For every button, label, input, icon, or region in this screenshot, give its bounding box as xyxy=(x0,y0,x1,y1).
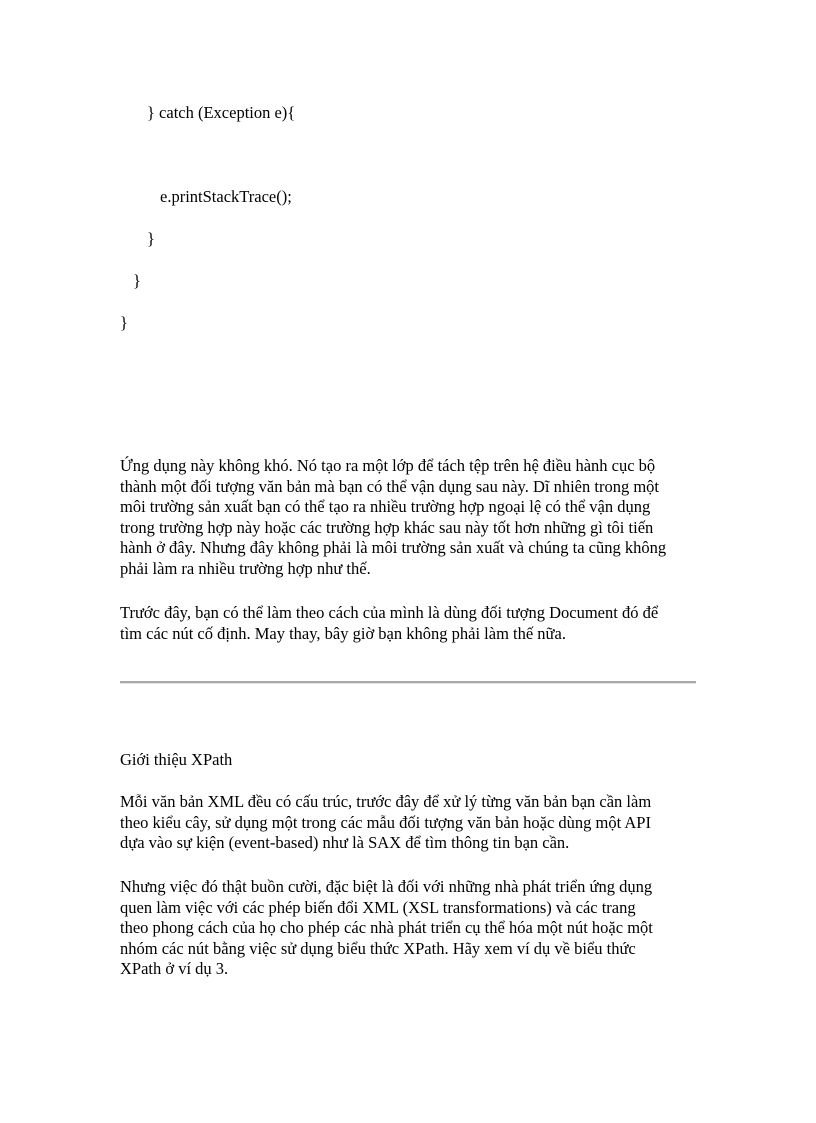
text-line: tìm các nút cố định. May thay, bây giờ bạn không phải làm thế nữa. xyxy=(120,623,566,643)
paragraph-document-object xyxy=(120,603,720,644)
code-line-catch: } catch (Exception e){ xyxy=(147,103,296,122)
text-line: dựa vào sự kiện (event-based) như là SAX để tìm thông tin bạn cần. xyxy=(120,833,570,852)
text-line: nhóm các nút bằng việc sử dụng biểu thức XPath. Hãy xem ví dụ về biểu thức xyxy=(120,938,636,958)
code-line-close-brace: } xyxy=(120,313,128,332)
text-line: hành ở đây. Nhưng đây không phải là môi trường sản xuất và chúng ta cũng không xyxy=(120,538,667,557)
paragraph-xpath-usage xyxy=(120,877,720,980)
paragraph-xml-structure xyxy=(120,792,720,854)
code-line-close-brace: } xyxy=(133,271,141,290)
paragraph-intro xyxy=(120,456,720,579)
text-line: phải làm ra nhiều trường hợp như thế. xyxy=(120,558,371,578)
horizontal-divider xyxy=(120,681,696,684)
text-line: thành một đối tượng văn bản mà bạn có thể vận dụng sau này. Dĩ nhiên trong một xyxy=(120,476,659,496)
text-line: Ứng dụng này không khó. Nó tạo ra một lớp để tách tệp trên hệ điều hành cục bộ xyxy=(120,456,656,475)
text-line: theo kiểu cây, sử dụng một trong các mẫu đối tượng văn bản hoặc dùng một API xyxy=(120,812,651,832)
text-line: theo phong cách của họ cho phép các nhà phát triển cụ thể hóa một nút hoặc một xyxy=(120,918,653,937)
text-line: môi trường sản xuất bạn có thể tạo ra nhiều trường hợp ngoại lệ có thể vận dụng xyxy=(120,497,651,516)
text-line: Mỗi văn bản XML đều có cấu trúc, trước đây để xử lý từng văn bản bạn cần làm xyxy=(120,792,652,811)
text-line: XPath ở ví dụ 3. xyxy=(120,959,229,978)
text-line: Nhưng việc đó thật buồn cười, đặc biệt là đối với những nhà phát triển ứng dụng xyxy=(120,877,653,896)
text-line: trong trường hợp này hoặc các trường hợp khác sau này tốt hơn những gì tôi tiến xyxy=(120,517,654,537)
section-heading: Giới thiệu XPath xyxy=(120,750,233,769)
text-line: Trước đây, bạn có thể làm theo cách của mình là dùng đối tượng Document đó để xyxy=(120,603,659,622)
text-line: quen làm việc với các phép biến đổi XML (XSL transformations) và các trang xyxy=(120,897,636,917)
code-line-close-brace: } xyxy=(147,229,155,248)
code-line-print-stack-trace: e.printStackTrace(); xyxy=(160,187,292,206)
